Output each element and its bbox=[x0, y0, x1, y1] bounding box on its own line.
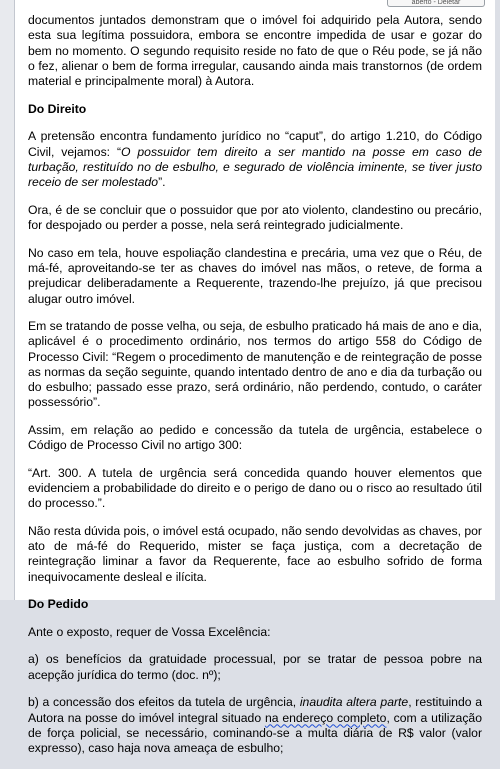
request-item-b-text-3: , com a utilização de força policial, se necessário, cominando-se a multa diária de R$ valor (valor expresso), caso haja nova ameaça de esbulho; bbox=[28, 710, 482, 756]
request-item-b-text: b) a concessão dos efeitos da tutela de urgência, bbox=[28, 695, 300, 710]
heading-do-pedido: Do Pedido bbox=[28, 597, 89, 612]
paragraph-intro: documentos juntados demonstram que o imóvel foi adquirido pela Autora, sendo esta sua legítima possuidora, embora se encontre impedida de usar e gozar do bem no momento. O segundo requisito reside no fato de que o Réu pode, se já não o fez, alienar o bem de forma irregular, causando ainda mais transtornos (de ordem material e principalmente moral) à Autora. bbox=[28, 13, 482, 89]
latin-phrase: inaudita altera parte bbox=[299, 695, 409, 710]
heading-do-direito: Do Direito bbox=[28, 101, 87, 116]
quote-article-300: “Art. 300. A tutela de urgência será concedida quando houver elementos que evidenciem a probabilidade do direito e o perigo de dano ou o risco ao resultado útil do processo.”. bbox=[28, 465, 482, 511]
paragraph-fundamento-end: ”. bbox=[158, 175, 166, 190]
paragraph-ma-fe: Não resta dúvida pois, o imóvel está ocupado, não sendo devolvidas as chaves, por ato de má-fé do Requerido, mister se faça justiça, com a decretação de reintegração liminar a favor da Requerente, face ao esbulho sofrido de forma inequivocamente desleal e ilícita. bbox=[28, 523, 482, 584]
autocomplete-tooltip[interactable]: aberto - Deletar bbox=[387, 0, 485, 7]
spellcheck-flagged-text[interactable]: na endereço completo bbox=[264, 710, 387, 725]
paragraph-caso-em-tela: No caso em tela, houve espoliação clandestina e precária, uma vez que o Réu, de má-fé, aproveitando-se ter as chaves do imóvel nas mãos, o reteve, de forma a prejudicar deliberadamente a Requerente, trazendo-lhe prejuízo, já que precisou alugar outro imóvel. bbox=[28, 245, 482, 306]
paragraph-requer: Ante o exposto, requer de Vossa Excelência: bbox=[28, 625, 271, 639]
paragraph-tutela-urgencia: Assim, em relação ao pedido e concessão da tutela de urgência, estabelece o Código de Processo Civil no artigo 300: bbox=[28, 422, 482, 453]
document-page[interactable] bbox=[14, 0, 495, 756]
request-item-b-text-2: , restituindo a Autora na posse do imóvel integral situado bbox=[28, 695, 483, 725]
paragraph-conclusao-posse: Ora, é de se concluir que o possuidor que por ato violento, clandestino ou precário, for despojado ou perder a posse, nela será reintegrado judicialmente. bbox=[28, 202, 482, 233]
citation-article-1210: O possuidor tem direito a ser mantido na posse em caso de turbação, restituído no de esbulho, e segurado de violência iminente, se tiver justo receio de ser molestado bbox=[28, 144, 482, 190]
request-item-b bbox=[28, 695, 482, 756]
page-margin-strip bbox=[0, 0, 14, 600]
paragraph-posse-velha: Em se tratando de posse velha, ou seja, de esbulho praticado há mais de ano e dia, aplicável é o procedimento ordinário, nos termos do artigo 558 do Código de Processo Civil: “Regem o procedimento de manutenção e de reintegração de posse as normas da seção seguinte, quando intentado dentro de ano e dia da turbação ou do esbulho; passado esse prazo, será ordinário, não perdendo, contudo, o caráter possessório”. bbox=[28, 319, 482, 410]
request-item-a: a) os benefícios da gratuidade processual, por se tratar de pessoa pobre na acepção jurídica do termo (doc. nº); bbox=[28, 652, 482, 682]
document-body[interactable] bbox=[28, 13, 482, 769]
paragraph-fundamento-text: A pretensão encontra fundamento jurídico no “caput”, do artigo 1.210, do Código Civil, vejamos: “ bbox=[28, 129, 482, 159]
paragraph-fundamento bbox=[28, 129, 482, 190]
